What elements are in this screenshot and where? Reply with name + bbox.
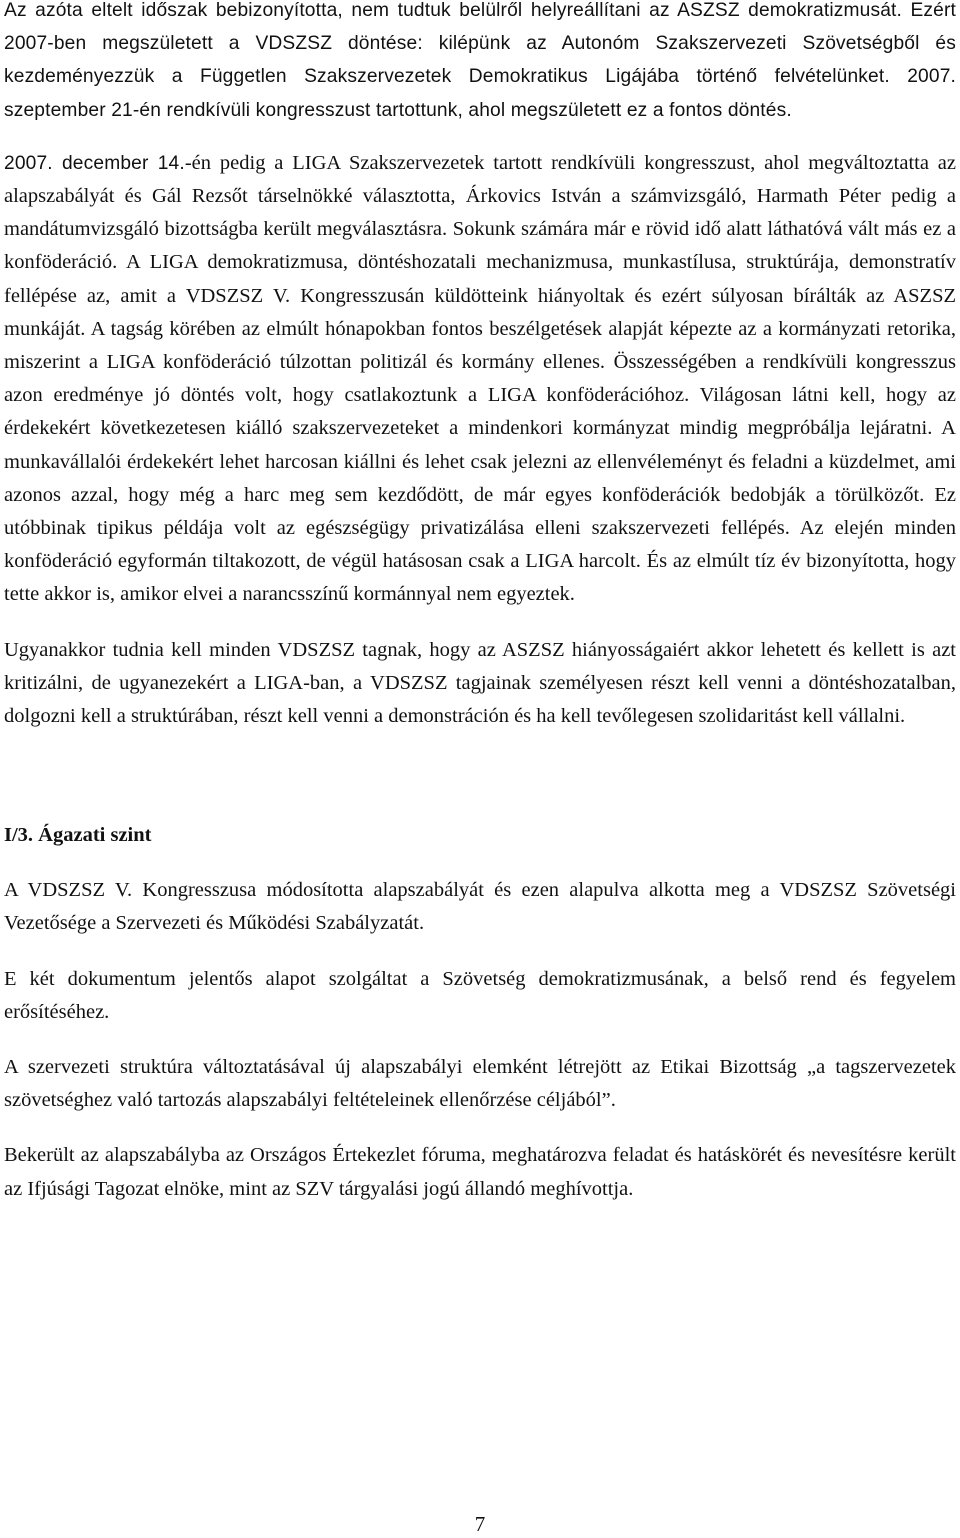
paragraph-aszsz-exit: Az azóta eltelt időszak bebizonyította, nem tudtuk belülről helyreállítani az ASZSZ demokratizmusát. Ezért 2007-ben megszületett a VDSZSZ döntése: kilépünk az Autonóm Szakszervezeti Szövetségből és kezdeményezzük a Független Szakszervezetek Demokratikus Ligájába történő felvételünket. 2007. szeptember 21-én rendkívüli kongresszust tartottunk, ahol megszületett ez a fontos döntés. [4, 0, 956, 121]
paragraph-congress-bylaws: A VDSZSZ V. Kongresszusa módosította alapszabályát és ezen alapulva alkotta meg a VDSZSZ Szövetségi Vezetősége a Szervezeti és Működési Szabályzatát. [4, 879, 956, 935]
document-page [4, 0, 956, 1206]
paragraph-liga-congress [4, 147, 956, 612]
paragraph-member-duties: Ugyanakkor tudnia kell minden VDSZSZ tagnak, hogy az ASZSZ hiányosságaiért akkor lehetett és kellett is azt kritizálni, de ugyanezekért a LIGA-ban, a VDSZSZ tagjainak személyesen részt kell venni a döntéshozatalban, dolgozni kell a struktúrában, részt kell venni a demonstráción és ha kell tevőlegesen szolidaritást kell vállalni. [4, 638, 956, 728]
paragraph-liga-congress-text: -én pedig a LIGA Szakszervezetek tartott rendkívüli kongresszust, ahol megváltoztatta az alapszabályát és Gál Rezsőt társelnökké választotta, Árkovics István a számvizsgáló, Harmath Péter pedig a mandátumvizsgáló bizottságba került megválasztásra. Sokunk számára már e rövid idő alatt láthatóvá vált más ez a konföderáció. A LIGA demokratizmusa, döntéshozatali mechanizmusa, munkastílusa, struktúrája, demonstratív fellépése az, amit a VDSZSZ V. Kongresszusán küldötteink hiányoltak és ezért súlyosan bírálták az ASZSZ munkáját. A tagság körében az elmúlt hónapokban fontos beszélgetések alapját képezte az a kormányzati retorika, miszerint a LIGA konföderáció túlzottan politizál és kormány ellenes. Összességében a rendkívüli kongresszus azon eredménye jó döntés volt, hogy csatlakoztunk a LIGA konföderációhoz. Világosan látni kell, hogy az érdekekért következetesen kiálló szakszervezeteket a mindenkori kormányzat mindig megpróbálja lejáratni. A munkavállalói érdekekért lehet harcosan kiállni és lehet csak jelezni az ellenvéleményt és feladni a küzdelmet, ami azonos azzal, hogy még a harc meg sem kezdődött, de már egyes konföderációk bedobják a törülközőt. Ez utóbbinak tipikus példája volt az egészségügy privatizálása elleni szakszervezeti fellépés. Az elején minden konföderáció egyformán tiltakozott, de végül hatásosan csak a LIGA harcolt. És az elmúlt tíz év bizonyította, hogy tette akkor is, amikor elvei a narancsszínű kormánnyal nem egyeztek. [4, 151, 957, 606]
date-span: 2007. december 14. [4, 152, 185, 174]
paragraph-ethics-committee: A szervezeti struktúra változtatásával új alapszabályi elemként létrejött az Etikai Bizottság „a tagszervezetek szövetséghez való tartozás alapszabályi feltételeinek ellenőrzése céljából”. [4, 1056, 956, 1112]
paragraph-documents: E két dokumentum jelentős alapot szolgáltat a Szövetség demokratizmusának, a belső rend és fegyelem erősítéséhez. [4, 967, 956, 1023]
paragraph-national-conference: Bekerült az alapszabályba az Országos Értekezlet fóruma, meghatározva feladat és hatáskörét és nevesítésre került az Ifjúsági Tagozat elnöke, mint az SZV tárgyalási jogú állandó meghívottja. [4, 1144, 956, 1200]
page-number: 7 [474, 1512, 486, 1536]
section-heading: I/3. Ágazati szint [4, 824, 152, 847]
